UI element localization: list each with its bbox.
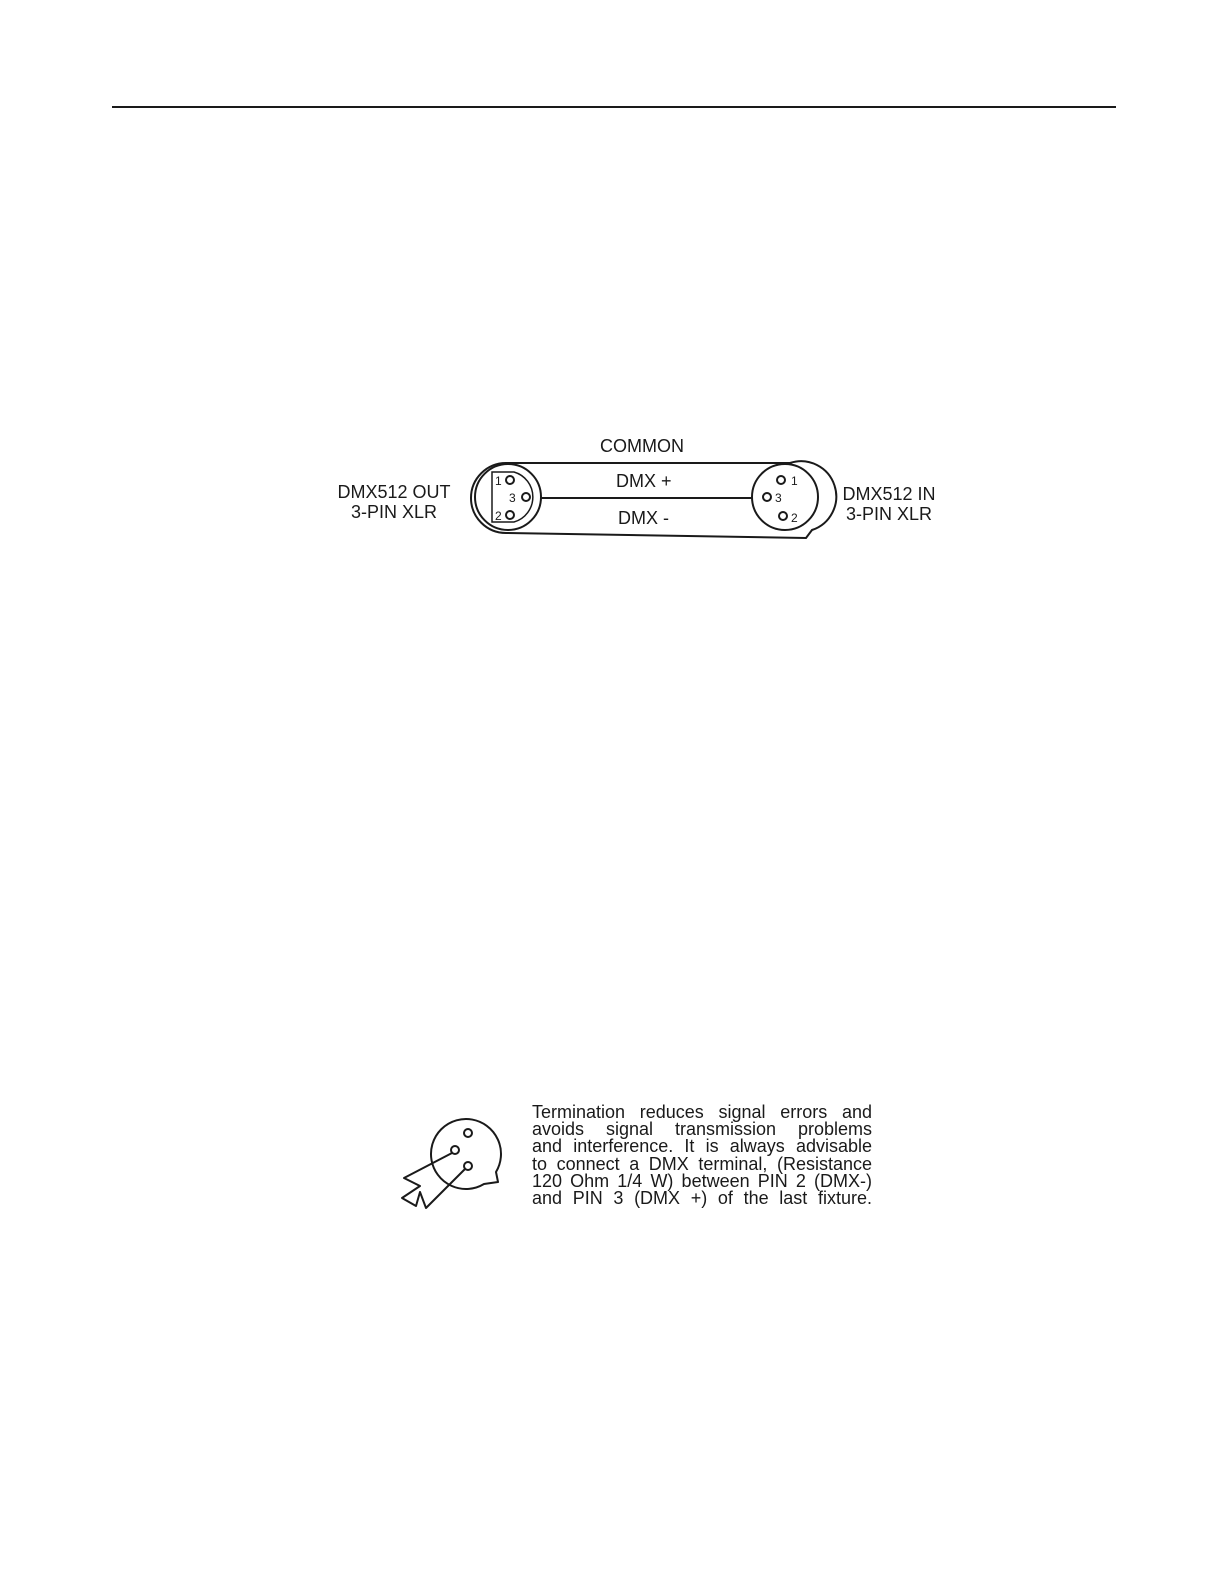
- out-pin-2-label: 2: [495, 509, 502, 523]
- in-connector-line2: 3-PIN XLR: [845, 504, 933, 524]
- in-pin-2-label: 2: [791, 511, 798, 525]
- out-connector-line2: 3-PIN XLR: [350, 502, 438, 522]
- termination-line: and interference. It is always advisable: [532, 1136, 872, 1157]
- termination-line: to connect a DMX terminal, (Resistance: [532, 1153, 872, 1174]
- out-pin-1-label: 1: [495, 474, 502, 488]
- resistor-leads: [402, 1153, 465, 1208]
- in-connector-line1: DMX512 IN: [842, 484, 936, 504]
- out-connector-line1: DMX512 OUT: [337, 482, 451, 502]
- out-pin-3-label: 3: [509, 491, 516, 505]
- dmx-minus-label: DMX -: [618, 508, 669, 528]
- termination-line: Termination reduces signal errors and: [532, 1102, 872, 1122]
- dmx-plus-label: DMX +: [616, 471, 672, 491]
- in-pin-3-label: 3: [775, 491, 782, 505]
- in-pin-1-label: 1: [791, 474, 798, 488]
- terminator-pin-left: [451, 1146, 459, 1154]
- termination-note: [532, 1104, 872, 1207]
- common-label: COMMON: [600, 436, 684, 456]
- terminator-pin-top: [464, 1129, 472, 1137]
- terminator-pin-bottom: [464, 1162, 472, 1170]
- termination-line: and PIN 3 (DMX +) of the last fixture.: [532, 1188, 872, 1209]
- termination-line: 120 Ohm 1/4 W) between PIN 2 (DMX-): [532, 1170, 872, 1191]
- termination-line: avoids signal transmission problems: [532, 1119, 872, 1140]
